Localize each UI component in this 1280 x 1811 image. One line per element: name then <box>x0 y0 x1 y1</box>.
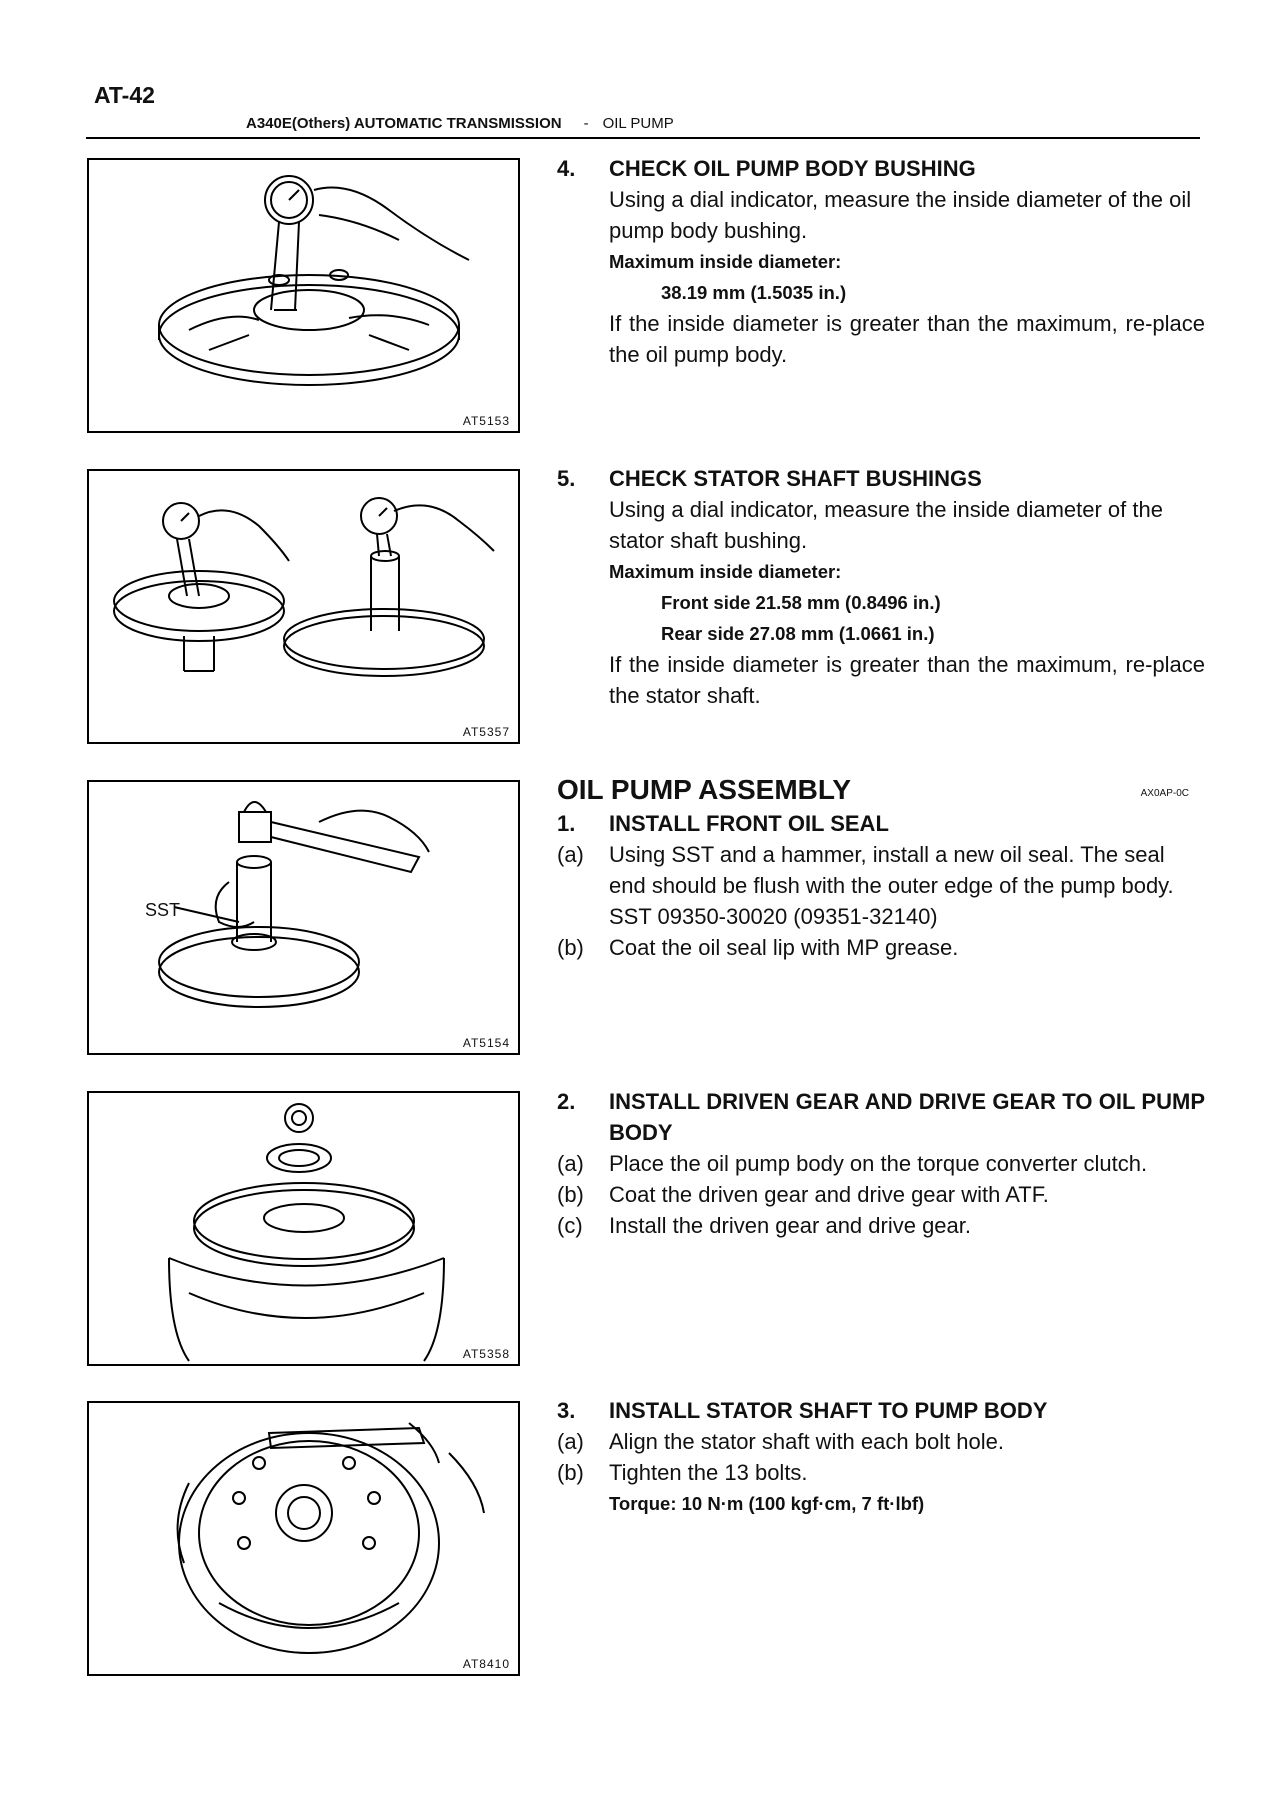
substep <box>557 839 1205 932</box>
substep-text: Tighten the 13 bolts. <box>609 1460 808 1485</box>
substep-text: Install the driven gear and drive gear. <box>609 1213 972 1238</box>
step-number: 3. <box>557 1398 576 1423</box>
illustration-dial-indicator-pump-body <box>89 160 518 431</box>
substep-mark: (a) <box>557 842 584 867</box>
step-number: 2. <box>557 1089 576 1114</box>
figure-code: AT8410 <box>462 1657 510 1671</box>
header-separator: - <box>583 115 589 132</box>
spec-label: Maximum inside diameter: <box>609 561 842 582</box>
section-oil-pump-assembly <box>557 772 1205 963</box>
figure-code: AT5358 <box>462 1347 510 1361</box>
instruction-text: Using a dial indicator, measure the inside diameter of the oil pump body bushing. <box>609 187 1192 243</box>
step-title: INSTALL DRIVEN GEAR AND DRIVE GEAR TO OIL PUMP BODY <box>609 1089 1205 1145</box>
step-heading <box>557 808 1205 839</box>
section-install-gears <box>557 1086 1205 1241</box>
book-title: A340E(Others) AUTOMATIC TRANSMISSION <box>246 115 562 132</box>
spec-front-value: Front side 21.58 mm (0.8496 in.) <box>661 592 941 613</box>
step-heading <box>557 153 1205 184</box>
section-check-pump-body-bushing <box>557 153 1205 370</box>
substep <box>557 1210 1205 1241</box>
spec-rear-value: Rear side 27.08 mm (1.0661 in.) <box>661 623 935 644</box>
illustration-torque-wrench <box>89 1403 518 1674</box>
substep-text: Coat the driven gear and drive gear with ATF. <box>609 1182 1049 1207</box>
step-heading <box>557 1395 1205 1426</box>
substep-text: Coat the oil seal lip with MP grease. <box>609 935 959 960</box>
section-install-stator-shaft <box>557 1395 1205 1519</box>
instruction-text: Using a dial indicator, measure the inside diameter of the stator shaft bushing. <box>609 497 1163 553</box>
figure-code: AT5154 <box>462 1036 510 1050</box>
figure-pump-body-bushing <box>87 158 520 433</box>
running-header <box>246 115 674 132</box>
figure-stator-shaft-bushings <box>87 469 520 744</box>
substep <box>557 932 1205 963</box>
substep <box>557 1148 1205 1179</box>
substep-mark: (a) <box>557 1151 584 1176</box>
substep-text: Using SST and a hammer, install a new oil seal. The seal end should be flush with the outer edge of the pump body. SST 09350-30020 (09351-32140) <box>609 842 1174 929</box>
step-heading <box>557 463 1205 494</box>
instruction-text: If the inside diameter is greater than the maximum, re-place the stator shaft. <box>609 652 1205 708</box>
figure-install-gears <box>87 1091 520 1366</box>
spec-value: 38.19 mm (1.5035 in.) <box>661 282 847 303</box>
instruction-text: If the inside diameter is greater than the maximum, re-place the oil pump body. <box>609 311 1205 367</box>
illustration-gears-torque-converter <box>89 1093 518 1364</box>
substep-text: Place the oil pump body on the torque converter clutch. <box>609 1151 1148 1176</box>
main-heading: OIL PUMP ASSEMBLY <box>557 774 852 805</box>
step-heading <box>557 1086 1205 1148</box>
substep <box>557 1426 1205 1457</box>
substep <box>557 1179 1205 1210</box>
substep-mark: (b) <box>557 1182 584 1207</box>
substep <box>557 1457 1205 1488</box>
substep-mark: (b) <box>557 1460 584 1485</box>
substep-text: Align the stator shaft with each bolt hole. <box>609 1429 1005 1454</box>
sst-callout-label: SST <box>145 900 181 920</box>
step-title: CHECK STATOR SHAFT BUSHINGS <box>609 466 982 491</box>
step-number: 5. <box>557 466 576 491</box>
sst-number: SST 09350-30020 (09351-32140) <box>609 904 938 929</box>
step-title: INSTALL STATOR SHAFT TO PUMP BODY <box>609 1398 1048 1423</box>
spec-label: Maximum inside diameter: <box>609 251 842 272</box>
substep-mark: (a) <box>557 1429 584 1454</box>
figure-code: AT5357 <box>462 725 510 739</box>
section-check-stator-shaft-bushings <box>557 463 1205 711</box>
step-title: INSTALL FRONT OIL SEAL <box>609 811 889 836</box>
figure-tighten-stator-bolts <box>87 1401 520 1676</box>
page-number: AT-42 <box>94 82 155 108</box>
figure-install-oil-seal <box>87 780 520 1055</box>
substep-mark: (b) <box>557 935 584 960</box>
substep-mark: (c) <box>557 1213 583 1238</box>
step-number: 4. <box>557 156 576 181</box>
section-title: OIL PUMP <box>602 115 674 132</box>
illustration-dial-indicator-stator-shaft <box>89 471 518 742</box>
document-id: AX0AP-0C <box>1140 788 1189 799</box>
torque-spec: Torque: 10 N·m (100 kgf·cm, 7 ft·lbf) <box>609 1493 925 1514</box>
step-number: 1. <box>557 811 576 836</box>
figure-code: AT5153 <box>462 414 510 428</box>
step-title: CHECK OIL PUMP BODY BUSHING <box>609 156 976 181</box>
header-rule <box>86 137 1200 139</box>
